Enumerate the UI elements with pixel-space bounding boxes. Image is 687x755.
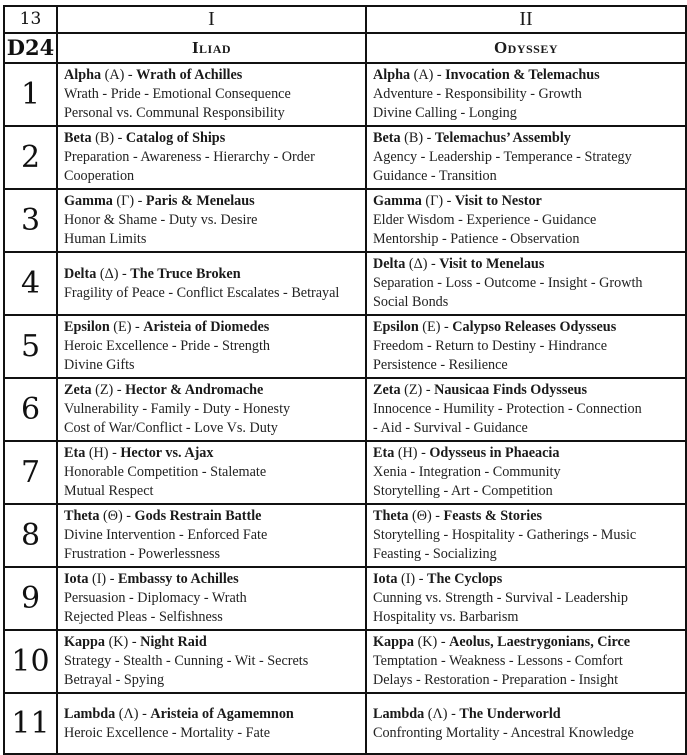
book-title-line: Iota (Ι) - The Cyclops xyxy=(373,571,503,587)
book-episode-title: Aristeia of Agamemnon xyxy=(150,705,294,722)
theme-line: Cooperation xyxy=(64,168,135,184)
book-title-line: Iota (Ι) - Embassy to Achilles xyxy=(64,571,239,587)
books-table xyxy=(3,5,687,755)
theme-line: Heroic Excellence - Pride - Strength xyxy=(64,338,271,354)
odyssey-book-content xyxy=(367,253,685,314)
theme-line: Storytelling - Hospitality - Gatherings - Music xyxy=(373,527,637,543)
theme-line: - Aid - Survival - Guidance xyxy=(373,420,528,436)
book-episode-title: Feasts & Stories xyxy=(443,508,543,524)
book-episode-title: Invocation & Telemachus xyxy=(445,67,600,83)
theme-line: Frustration - Powerlessness xyxy=(64,546,221,562)
book-letter-name: Iota xyxy=(373,571,398,587)
iliad-book-content xyxy=(58,442,365,503)
table-row xyxy=(4,378,686,441)
theme-line: Mentorship - Patience - Observation xyxy=(373,231,580,247)
table-row xyxy=(4,630,686,693)
book-letter-name: Theta xyxy=(373,508,409,524)
iliad-cell xyxy=(57,189,366,252)
theme-line: Hospitality vs. Barbarism xyxy=(373,609,519,625)
theme-line: Mutual Respect xyxy=(64,483,154,499)
theme-line: Innocence - Humility - Protection - Connection xyxy=(373,401,642,417)
book-number-cell xyxy=(4,252,57,315)
book-episode-title: Calypso Releases Odysseus xyxy=(452,319,617,335)
book-number: 6 xyxy=(20,391,41,427)
header-row-numerals xyxy=(4,6,686,33)
book-episode-title: Telemachus’ Assembly xyxy=(434,130,571,146)
theme-line: Confronting Mortality - Ancestral Knowledge xyxy=(373,724,634,741)
book-number: 9 xyxy=(20,580,41,616)
theme-line: Adventure - Responsibility - Growth xyxy=(373,86,582,102)
book-letter-name: Beta xyxy=(373,130,401,146)
book-number-cell xyxy=(4,630,57,693)
book-title-line: Eta (Η) - Hector vs. Ajax xyxy=(64,445,214,461)
column-title-odyssey: Odyssey xyxy=(366,33,686,63)
book-number: 4 xyxy=(20,265,41,301)
odyssey-cell xyxy=(366,441,686,504)
book-episode-title: The Underworld xyxy=(459,705,561,722)
greek-letter: (Ι) xyxy=(91,571,107,587)
greek-letter: (Η) xyxy=(88,445,109,461)
iliad-cell xyxy=(57,693,366,754)
odyssey-cell xyxy=(366,504,686,567)
theme-line: Strategy - Stealth - Cunning - Wit - Secrets xyxy=(64,653,309,669)
book-number-cell xyxy=(4,126,57,189)
column-numeral-iliad: I xyxy=(57,6,366,33)
odyssey-cell xyxy=(366,63,686,126)
odyssey-book-content xyxy=(367,190,685,251)
greek-letter: (Κ) xyxy=(417,634,438,650)
theme-line: Guidance - Transition xyxy=(373,168,497,184)
book-title-line: Alpha (Α) - Invocation & Telemachus xyxy=(373,67,600,83)
book-episode-title: Catalog of Ships xyxy=(125,130,226,146)
iliad-book-content xyxy=(58,505,365,566)
book-number-cell xyxy=(4,441,57,504)
book-title-line: Eta (Η) - Odysseus in Phaeacia xyxy=(373,445,560,461)
book-episode-title: Gods Restrain Battle xyxy=(134,508,262,524)
theme-line: Divine Calling - Longing xyxy=(373,105,517,121)
odyssey-book-content xyxy=(367,703,685,745)
iliad-cell xyxy=(57,63,366,126)
book-number: 2 xyxy=(20,139,41,175)
theme-line: Storytelling - Art - Competition xyxy=(373,483,553,499)
greek-letter: (Ζ) xyxy=(404,382,423,398)
greek-letter: (Ζ) xyxy=(95,382,114,398)
odyssey-cell xyxy=(366,378,686,441)
corner-bottom-label: D24 xyxy=(6,35,55,60)
book-title-line: Kappa (Κ) - Aeolus, Laestrygonians, Circe xyxy=(373,634,631,650)
odyssey-cell xyxy=(366,693,686,754)
greek-letter: (Λ) xyxy=(118,705,139,722)
greek-letter: (Γ) xyxy=(116,193,135,209)
book-letter-name: Delta xyxy=(373,256,406,272)
odyssey-book-content xyxy=(367,442,685,503)
greek-letter: (Ε) xyxy=(113,319,132,335)
book-number-cell xyxy=(4,189,57,252)
theme-line: Human Limits xyxy=(64,231,147,247)
book-episode-title: Hector vs. Ajax xyxy=(120,445,214,461)
iliad-cell xyxy=(57,441,366,504)
greek-letter: (Ι) xyxy=(400,571,416,587)
corner-top-label: 13 xyxy=(19,9,42,29)
book-episode-title: Visit to Nestor xyxy=(454,193,542,209)
book-title-line: Gamma (Γ) - Paris & Menelaus xyxy=(64,193,255,209)
book-episode-title: Odysseus in Phaeacia xyxy=(429,445,560,461)
theme-line: Wrath - Pride - Emotional Consequence xyxy=(64,86,291,102)
odyssey-book-content xyxy=(367,631,685,692)
book-episode-title: Hector & Andromache xyxy=(125,382,264,398)
odyssey-book-content xyxy=(367,505,685,566)
odyssey-cell xyxy=(366,630,686,693)
book-title-line: Theta (Θ) - Gods Restrain Battle xyxy=(64,508,262,524)
table-row xyxy=(4,441,686,504)
theme-line: Preparation - Awareness - Hierarchy - Order xyxy=(64,149,315,165)
odyssey-book-content xyxy=(367,127,685,188)
greek-letter: (Γ) xyxy=(425,193,444,209)
theme-line: Honor & Shame - Duty vs. Desire xyxy=(64,212,258,228)
odyssey-book-content xyxy=(367,316,685,377)
book-letter-name: Lambda xyxy=(373,705,425,722)
greek-letter: (Β) xyxy=(95,130,115,146)
corner-cell-bottom xyxy=(4,33,57,63)
table-row xyxy=(4,567,686,630)
theme-line: Temptation - Weakness - Lessons - Comfort xyxy=(373,653,623,669)
greek-letter: (Δ) xyxy=(99,265,119,282)
iliad-cell xyxy=(57,630,366,693)
book-episode-title: Paris & Menelaus xyxy=(145,193,255,209)
iliad-cell xyxy=(57,378,366,441)
odyssey-cell xyxy=(366,567,686,630)
theme-line: Cost of War/Conflict - Love Vs. Duty xyxy=(64,420,278,436)
iliad-book-content xyxy=(58,703,365,745)
book-number-cell xyxy=(4,315,57,378)
book-title-line: Epsilon (Ε) - Aristeia of Diomedes xyxy=(64,319,270,335)
iliad-book-content xyxy=(58,190,365,251)
theme-line: Separation - Loss - Outcome - Insight - Growth xyxy=(373,275,643,291)
greek-letter: (Η) xyxy=(397,445,418,461)
book-number: 10 xyxy=(11,643,50,679)
theme-line: Social Bonds xyxy=(373,294,449,310)
iliad-cell xyxy=(57,567,366,630)
table-row xyxy=(4,126,686,189)
book-letter-name: Theta xyxy=(64,508,100,524)
book-letter-name: Kappa xyxy=(64,634,106,650)
book-number: 1 xyxy=(20,76,41,112)
odyssey-book-content xyxy=(367,379,685,440)
greek-letter: (Δ) xyxy=(408,256,428,272)
book-number: 7 xyxy=(20,454,41,490)
theme-line: Persuasion - Diplomacy - Wrath xyxy=(64,590,247,606)
book-title-line: Beta (Β) - Telemachus’ Assembly xyxy=(373,130,571,146)
theme-line: Heroic Excellence - Mortality - Fate xyxy=(64,724,271,741)
iliad-book-content xyxy=(58,631,365,692)
iliad-cell xyxy=(57,126,366,189)
table-row xyxy=(4,693,686,754)
book-number: 8 xyxy=(20,517,41,553)
book-title-line: Delta (Δ) - The Truce Broken xyxy=(64,265,241,282)
theme-line: Xenia - Integration - Community xyxy=(373,464,561,480)
greek-letter: (Θ) xyxy=(103,508,123,524)
table-row xyxy=(4,63,686,126)
odyssey-cell xyxy=(366,126,686,189)
greek-letter: (Ε) xyxy=(422,319,441,335)
odyssey-book-content xyxy=(367,64,685,125)
book-title-line: Lambda (Λ) - The Underworld xyxy=(373,705,561,722)
book-title-line: Zeta (Ζ) - Nausicaa Finds Odysseus xyxy=(373,382,588,398)
book-letter-name: Epsilon xyxy=(373,319,419,335)
iliad-cell xyxy=(57,504,366,567)
book-episode-title: Night Raid xyxy=(140,634,207,650)
greek-letter: (Β) xyxy=(404,130,424,146)
book-episode-title: Visit to Menelaus xyxy=(439,256,545,272)
book-letter-name: Beta xyxy=(64,130,92,146)
theme-line: Delays - Restoration - Preparation - Insight xyxy=(373,672,619,688)
book-letter-name: Zeta xyxy=(373,382,401,398)
theme-line: Vulnerability - Family - Duty - Honesty xyxy=(64,401,291,417)
theme-line: Cunning vs. Strength - Survival - Leadership xyxy=(373,590,628,606)
book-number-cell xyxy=(4,567,57,630)
theme-line: Divine Gifts xyxy=(64,357,135,373)
odyssey-cell xyxy=(366,189,686,252)
book-letter-name: Iota xyxy=(64,571,89,587)
iliad-book-content xyxy=(58,263,365,305)
book-episode-title: The Cyclops xyxy=(427,571,503,587)
book-title-line: Beta (Β) - Catalog of Ships xyxy=(64,130,226,146)
greek-letter: (Θ) xyxy=(412,508,432,524)
iliad-book-content xyxy=(58,316,365,377)
iliad-book-content xyxy=(58,127,365,188)
book-episode-title: Wrath of Achilles xyxy=(136,67,243,83)
book-title-line: Theta (Θ) - Feasts & Stories xyxy=(373,508,543,524)
iliad-cell xyxy=(57,315,366,378)
book-letter-name: Gamma xyxy=(64,193,113,209)
greek-letter: (Α) xyxy=(413,67,434,83)
book-letter-name: Eta xyxy=(64,445,86,461)
theme-line: Freedom - Return to Destiny - Hindrance xyxy=(373,338,608,354)
book-letter-name: Lambda xyxy=(64,705,116,722)
column-numeral-odyssey: II xyxy=(366,6,686,33)
theme-line: Persistence - Resilience xyxy=(373,357,508,373)
table-row xyxy=(4,315,686,378)
book-letter-name: Eta xyxy=(373,445,395,461)
book-episode-title: Embassy to Achilles xyxy=(118,571,239,587)
iliad-book-content xyxy=(58,568,365,629)
theme-line: Rejected Pleas - Selfishness xyxy=(64,609,223,625)
theme-line: Betrayal - Spying xyxy=(64,672,165,688)
book-number-cell xyxy=(4,504,57,567)
book-episode-title: Aristeia of Diomedes xyxy=(143,319,270,335)
book-number: 3 xyxy=(20,202,41,238)
book-letter-name: Delta xyxy=(64,265,97,282)
book-title-line: Zeta (Ζ) - Hector & Andromache xyxy=(64,382,264,398)
greek-letter: (Α) xyxy=(104,67,125,83)
corner-cell-top xyxy=(4,6,57,33)
book-letter-name: Alpha xyxy=(373,67,411,83)
book-title-line: Epsilon (Ε) - Calypso Releases Odysseus xyxy=(373,319,617,335)
book-number-cell xyxy=(4,63,57,126)
book-letter-name: Epsilon xyxy=(64,319,110,335)
table-row xyxy=(4,252,686,315)
odyssey-book-content xyxy=(367,568,685,629)
book-episode-title: The Truce Broken xyxy=(130,265,241,282)
column-title-iliad: Iliad xyxy=(57,33,366,63)
book-episode-title: Nausicaa Finds Odysseus xyxy=(434,382,588,398)
theme-line: Personal vs. Communal Responsibility xyxy=(64,105,285,121)
book-episode-title: Aeolus, Laestrygonians, Circe xyxy=(449,634,631,650)
iliad-book-content xyxy=(58,64,365,125)
iliad-book-content xyxy=(58,379,365,440)
theme-line: Feasting - Socializing xyxy=(373,546,497,562)
book-letter-name: Kappa xyxy=(373,634,415,650)
header-row-titles xyxy=(4,33,686,63)
theme-line: Divine Intervention - Enforced Fate xyxy=(64,527,268,543)
theme-line: Elder Wisdom - Experience - Guidance xyxy=(373,212,597,228)
book-letter-name: Zeta xyxy=(64,382,92,398)
book-number-cell xyxy=(4,378,57,441)
book-number-cell xyxy=(4,693,57,754)
greek-letter: (Λ) xyxy=(427,705,448,722)
theme-line: Agency - Leadership - Temperance - Strategy xyxy=(373,149,632,165)
book-number: 5 xyxy=(20,328,41,364)
book-letter-name: Gamma xyxy=(373,193,422,209)
odyssey-cell xyxy=(366,252,686,315)
book-letter-name: Alpha xyxy=(64,67,102,83)
book-title-line: Alpha (Α) - Wrath of Achilles xyxy=(64,67,243,83)
book-title-line: Kappa (Κ) - Night Raid xyxy=(64,634,207,650)
theme-line: Honorable Competition - Stalemate xyxy=(64,464,267,480)
greek-letter: (Κ) xyxy=(108,634,129,650)
book-number: 11 xyxy=(11,705,50,741)
theme-line: Fragility of Peace - Conflict Escalates - Betrayal xyxy=(64,284,340,301)
book-title-line: Delta (Δ) - Visit to Menelaus xyxy=(373,256,545,272)
table-row xyxy=(4,504,686,567)
book-title-line: Lambda (Λ) - Aristeia of Agamemnon xyxy=(64,705,294,722)
iliad-cell xyxy=(57,252,366,315)
table-row xyxy=(4,189,686,252)
book-title-line: Gamma (Γ) - Visit to Nestor xyxy=(373,193,542,209)
odyssey-cell xyxy=(366,315,686,378)
